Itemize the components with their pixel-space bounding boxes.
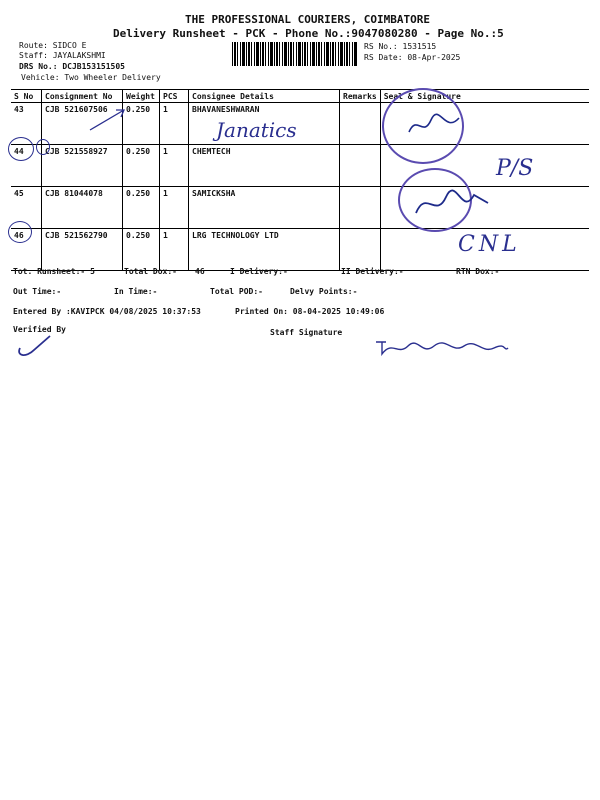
row-pcs: 1: [160, 103, 189, 145]
company-title: THE PROFESSIONAL COURIERS, COIMBATORE: [185, 13, 431, 26]
row-weight: 0.250: [123, 187, 160, 229]
row-consignment: CJB 81044078: [42, 187, 123, 229]
handwritten-cnl: CNL: [458, 232, 521, 257]
row-pcs: 1: [160, 229, 189, 271]
row-consignment: CJB 521558927: [42, 145, 123, 187]
circle-mark-icon: [8, 221, 32, 243]
row-consignment: CJB 521562790: [42, 229, 123, 271]
row-sno: 43: [11, 103, 42, 145]
handwritten-ps: P/S: [496, 156, 534, 181]
runsheet-title: Delivery Runsheet - PCK - Phone No.:9047080280 - Page No.:5: [113, 27, 504, 40]
total-dox-label: Total Dox:-: [124, 267, 177, 276]
row-remarks: [340, 103, 381, 145]
printed-on: Printed On: 08-04-2025 10:49:06: [235, 307, 385, 316]
total-dox-value: 46: [195, 267, 205, 276]
table-header-row: [11, 90, 589, 103]
row-weight: 0.250: [123, 145, 160, 187]
route-label: Route: SIDCO E: [19, 41, 87, 50]
row-sno: 44: [11, 145, 42, 187]
entered-by: Entered By :KAVIPCK 04/08/2025 10:37:53: [13, 307, 201, 316]
row-weight: 0.250: [123, 229, 160, 271]
row-remarks: [340, 187, 381, 229]
row-pcs: 1: [160, 145, 189, 187]
row-details: BHAVANESHWARAN: [189, 103, 340, 145]
tot-runsheet: Tot. Runsheet:- 5: [13, 267, 95, 276]
delvy-points: Delvy Points:-: [290, 287, 358, 296]
row-details: SAMICKSHA: [189, 187, 340, 229]
out-time: Out Time:-: [13, 287, 62, 296]
vehicle-label: Vehicle: Two Wheeler Delivery: [21, 73, 161, 82]
row-sno: 45: [11, 187, 42, 229]
col-weight: Weight: [123, 90, 160, 103]
row-details: CHEMTECH: [189, 145, 340, 187]
in-time: In Time:-: [114, 287, 158, 296]
signature-icon: [405, 110, 465, 140]
staff-signature-label: Staff Signature: [270, 328, 343, 337]
circle-mark-icon: [36, 139, 50, 155]
col-sno: S No: [11, 90, 42, 103]
col-consignment: Consignment No: [42, 90, 123, 103]
circle-mark-icon: [8, 137, 34, 161]
col-signature: Seal & Signature: [380, 90, 589, 103]
col-remarks: Remarks: [340, 90, 381, 103]
rs-number: RS No.: 1531515: [364, 42, 437, 51]
row-remarks: [340, 229, 381, 271]
row-details: LRG TECHNOLOGY LTD: [189, 229, 340, 271]
row-remarks: [340, 145, 381, 187]
ii-delivery: II Delivery:-: [341, 267, 404, 276]
barcode-icon: [232, 42, 358, 66]
drs-label: DRS No.: DCJB153151505: [19, 62, 125, 71]
col-details: Consignee Details: [189, 90, 340, 103]
handwritten-note: Janatics: [216, 118, 297, 142]
rs-date: RS Date: 08-Apr-2025: [364, 53, 461, 62]
row-weight: 0.250: [123, 103, 160, 145]
verified-by: Verified By: [13, 325, 66, 334]
i-delivery: I Delivery:-: [230, 267, 288, 276]
rtn-dox: RTN Dox:-: [456, 267, 500, 276]
pen-arrow-icon: [88, 106, 128, 132]
staff-signature-icon: [372, 336, 512, 360]
row-sno: 46: [11, 229, 42, 271]
signature-icon: [412, 183, 492, 223]
table-row: [11, 187, 589, 229]
checkmark-icon: [14, 334, 54, 360]
row-pcs: 1: [160, 187, 189, 229]
total-pod: Total POD:-: [210, 287, 263, 296]
row-consignment: CJB 521607506: [42, 103, 123, 145]
staff-label: Staff: JAYALAKSHMI: [19, 51, 106, 60]
col-pcs: PCS: [160, 90, 189, 103]
